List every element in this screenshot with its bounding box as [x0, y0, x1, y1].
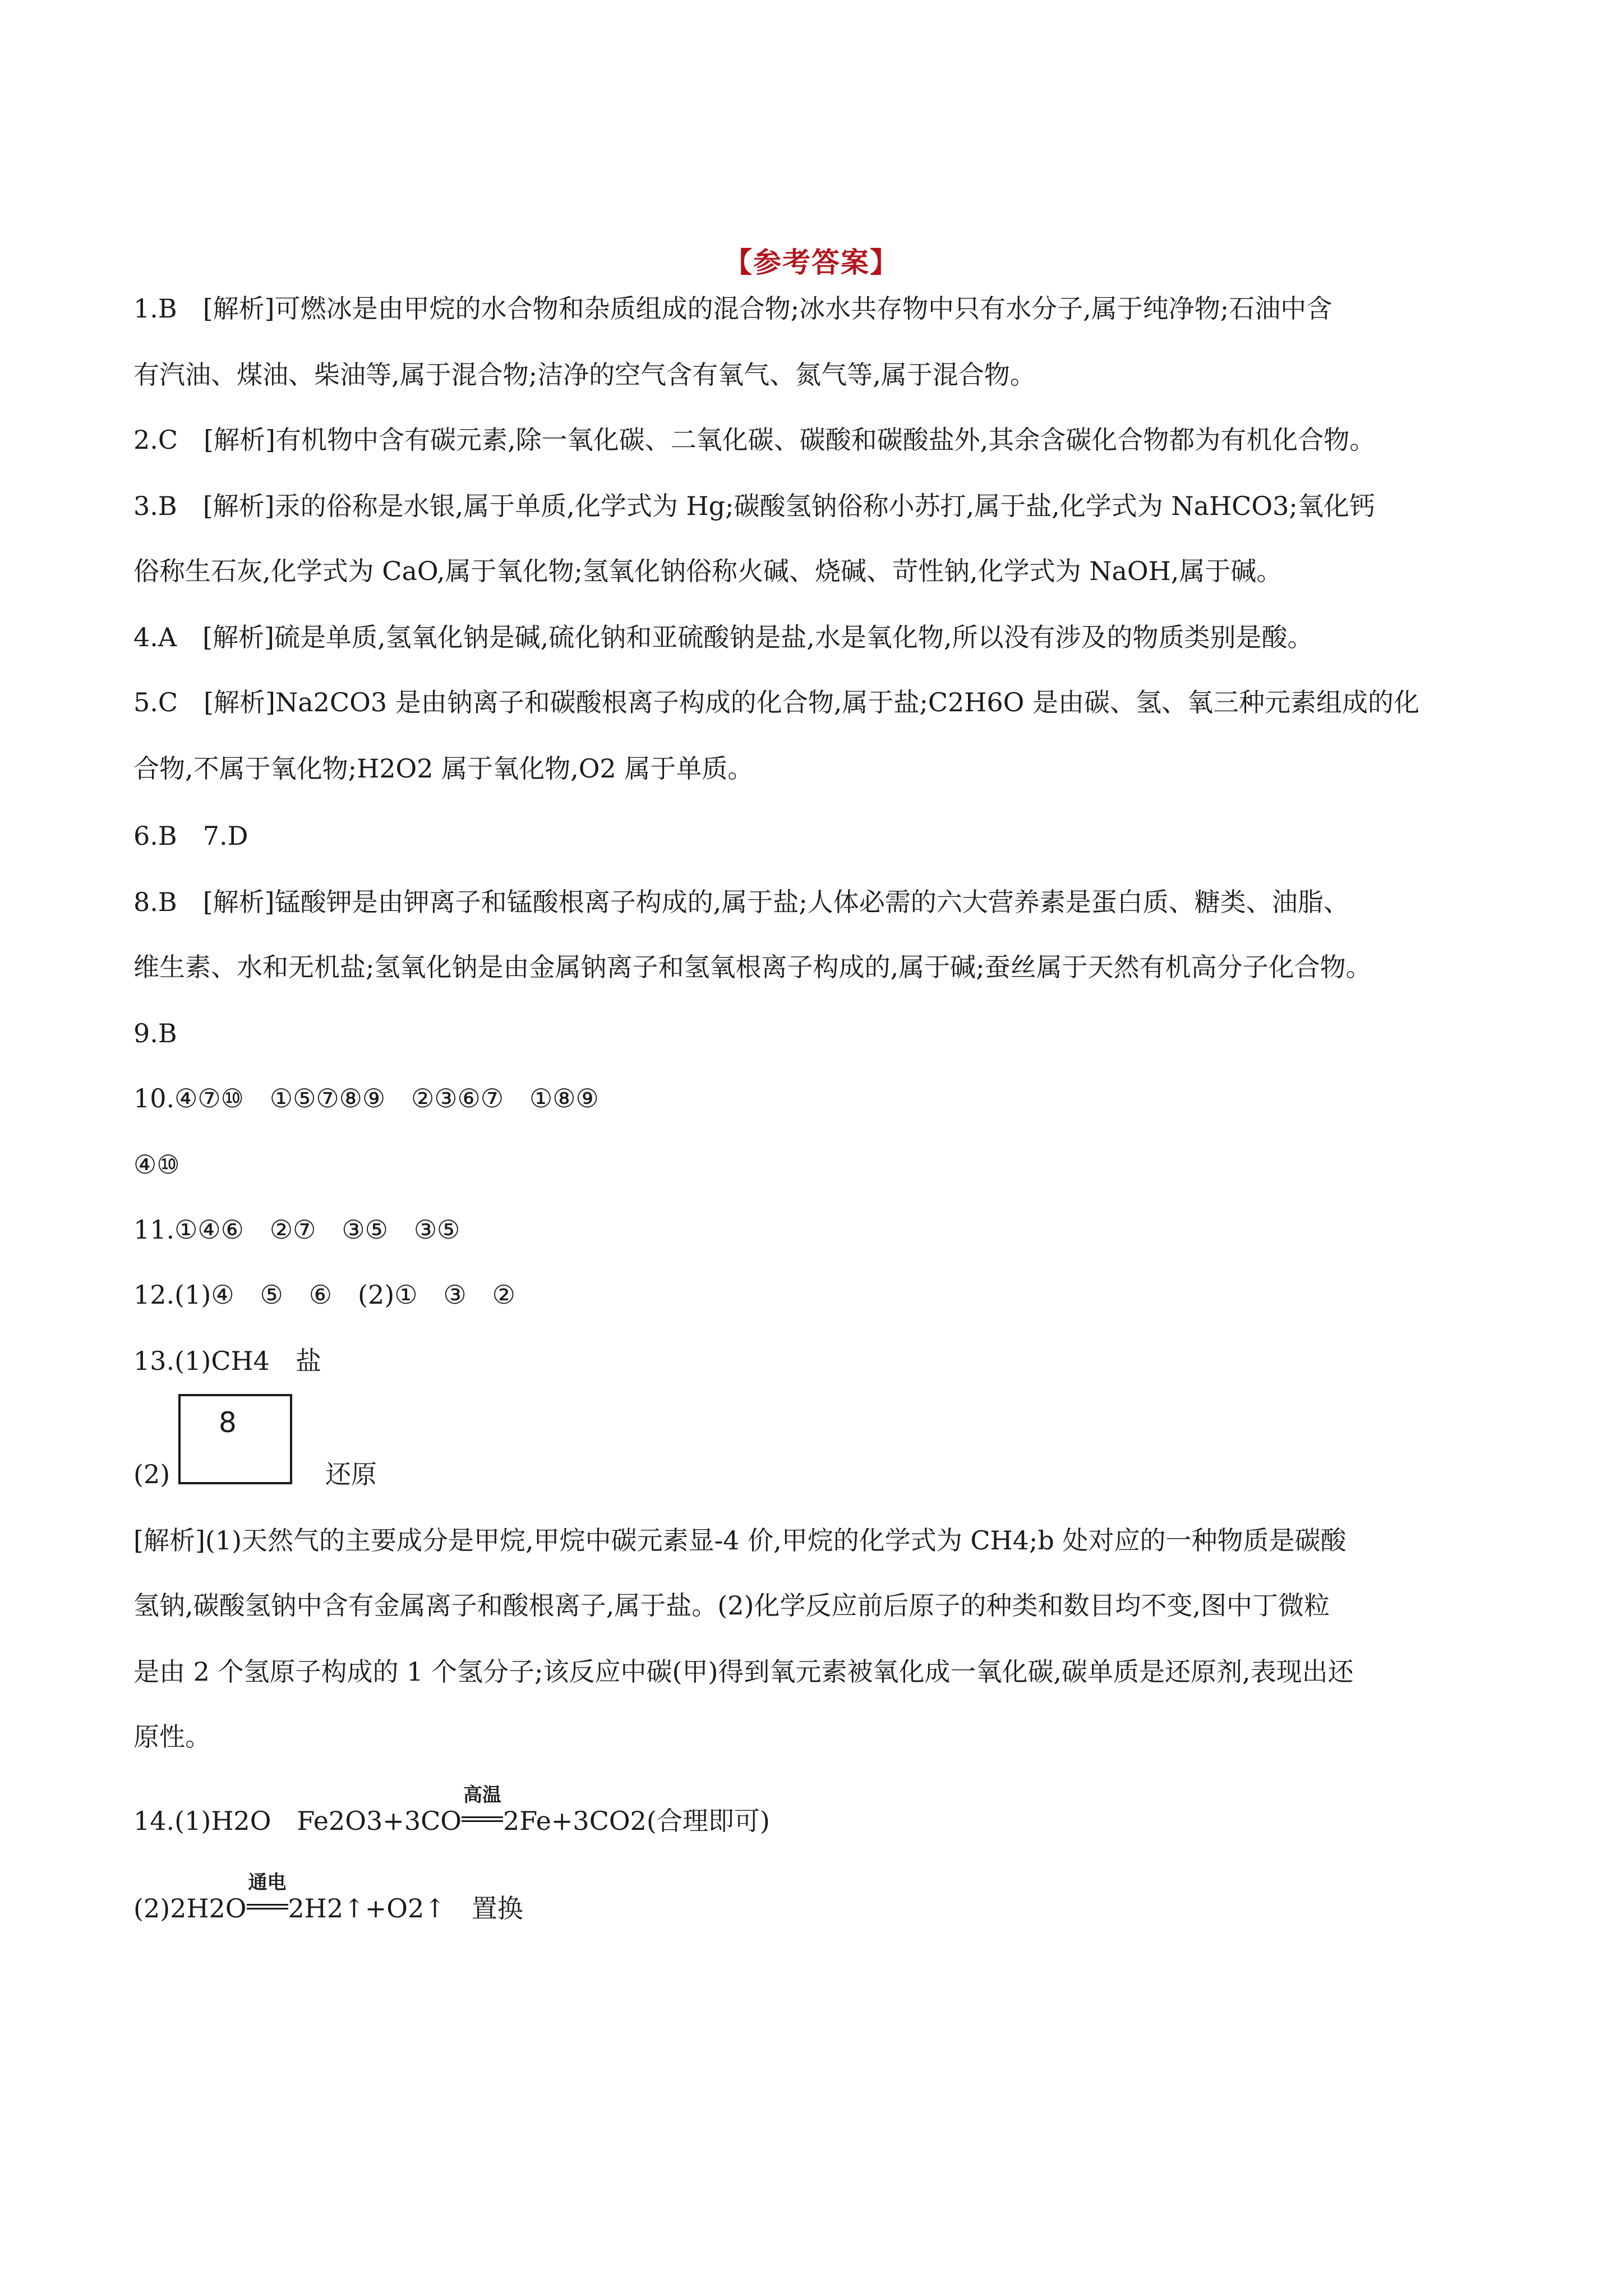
q14-part2 — [133, 1871, 1502, 1924]
answer-line-9: 6.B 7.D — [133, 821, 248, 851]
answer-line-1: 1.B [解析]可燃冰是由甲烷的水合物和杂质组成的混合物;冰水共存物中只有水分子,属于纯净物;石油中含 — [133, 293, 1332, 324]
molecule-figure-box — [178, 1394, 292, 1484]
answer-line-12: 9.B — [133, 1018, 177, 1048]
condition-label: 高温 — [463, 1784, 501, 1806]
reaction-condition — [247, 1871, 288, 1924]
answer-line-8: 合物,不属于氧化物;H2O2 属于氧化物,O2 属于单质。 — [133, 753, 754, 784]
answer-line-3: 2.C [解析]有机物中含有碳元素,除一氧化碳、二氧化碳、碳酸和碳酸盐外,其余含碳化合物都为有机化合物。 — [133, 425, 1376, 455]
answer-line-6: 4.A [解析]硫是单质,氢氧化钠是碱,硫化钠和亚硫酸钠是盐,水是氧化物,所以没有涉及的物质类别是酸。 — [133, 622, 1313, 652]
analysis-line-2: 氢钠,碳酸氢钠中含有金属离子和酸根离子,属于盐。(2)化学反应前后原子的种类和数目均不变,图中丁微粒 — [133, 1590, 1330, 1621]
analysis-line-3: 是由 2 个氢原子构成的 1 个氢分子;该反应中碳(甲)得到氧元素被氧化成一氧化碳,碳单质是还原剂,表现出还 — [133, 1657, 1354, 1687]
q14-part1-products: 2Fe+3CO2(合理即可) — [503, 1806, 770, 1836]
answer-line-14: ④⑩ — [133, 1149, 180, 1180]
q14-part1 — [133, 1784, 1502, 1837]
figure-digit: 8 — [219, 1406, 237, 1439]
q13-part2-answer: 还原 — [325, 1459, 377, 1489]
analysis-line-1: [解析](1)天然气的主要成分是甲烷,甲烷中碳元素显-4 价,甲烷的化学式为 CH4;b 处对应的一种物质是碳酸 — [133, 1525, 1347, 1556]
answer-line-17: 13.(1)CH4 盐 — [133, 1346, 321, 1376]
reaction-condition — [462, 1784, 503, 1837]
equals-sign — [247, 1904, 288, 1910]
q14-part1-reactants: 14.(1)H2O Fe2O3+3CO — [133, 1806, 462, 1836]
answer-line-16: 12.(1)④ ⑤ ⑥ (2)① ③ ② — [133, 1280, 515, 1310]
answer-line-2: 有汽油、煤油、柴油等,属于混合物;洁净的空气含有氧气、氮气等,属于混合物。 — [133, 360, 1036, 390]
analysis-line-4: 原性。 — [133, 1722, 211, 1752]
q13-part2-label: (2) — [133, 1459, 170, 1489]
answer-line-5: 俗称生石灰,化学式为 CaO,属于氧化物;氢氧化钠俗称火碱、烧碱、苛性钠,化学式为 NaOH,属于碱。 — [133, 556, 1283, 586]
answer-line-10: 8.B [解析]锰酸钾是由钾离子和锰酸根离子构成的,属于盐;人体必需的六大营养素是蛋白质、糖类、油脂、 — [133, 887, 1349, 917]
q14-part2-reactants: (2)2H2O — [133, 1893, 247, 1924]
equals-sign — [462, 1816, 503, 1822]
answer-line-15: 11.①④⑥ ②⑦ ③⑤ ③⑤ — [133, 1214, 460, 1245]
page-title: 【参考答案】 — [724, 246, 899, 279]
answer-line-7: 5.C [解析]Na2CO3 是由钠离子和碳酸根离子构成的化合物,属于盐;C2H6O 是由碳、氢、氧三种元素组成的化 — [133, 687, 1420, 717]
answer-line-13: 10.④⑦⑩ ①⑤⑦⑧⑨ ②③⑥⑦ ①⑧⑨ — [133, 1083, 599, 1114]
q14-part2-products: 2H2↑+O2↑ 置换 — [288, 1893, 523, 1924]
condition-label: 通电 — [248, 1871, 287, 1894]
answer-line-4: 3.B [解析]汞的俗称是水银,属于单质,化学式为 Hg;碳酸氢钠俗称小苏打,属于盐,化学式为 NaHCO3;氧化钙 — [133, 491, 1375, 521]
answer-line-11: 维生素、水和无机盐;氢氧化钠是由金属钠离子和氢氧根离子构成的,属于碱;蚕丝属于天然有机高分子化合物。 — [133, 952, 1372, 982]
